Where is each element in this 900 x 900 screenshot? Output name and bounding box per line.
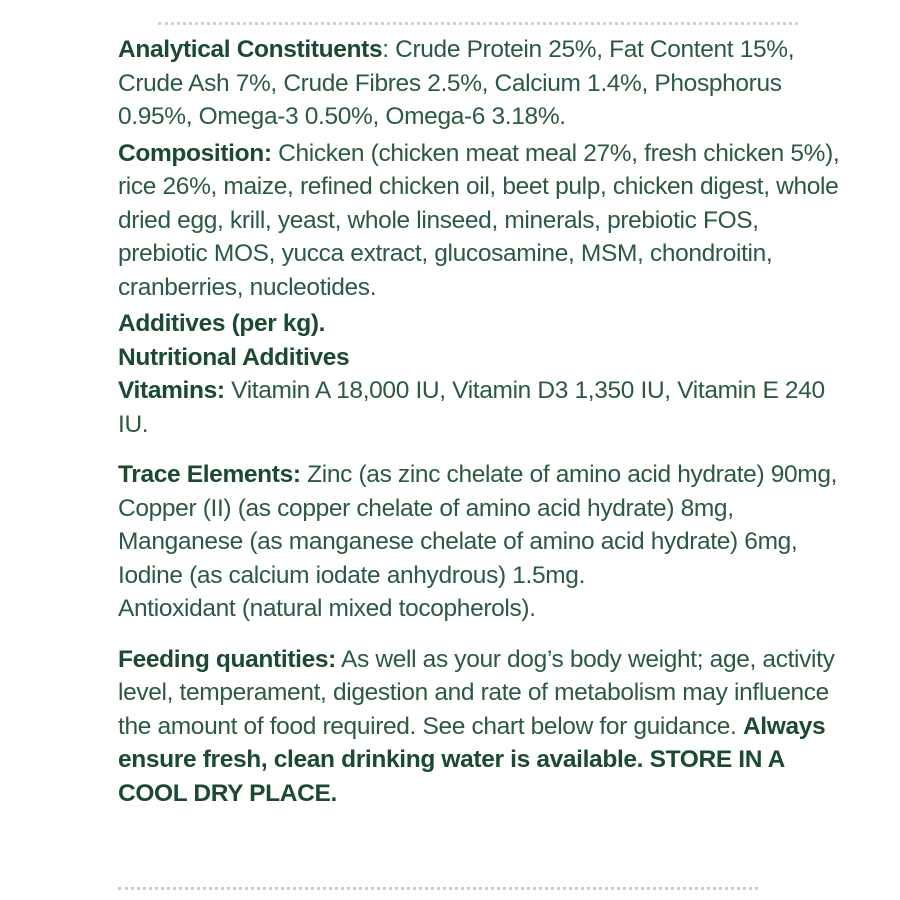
trace-elements-heading: Trace Elements:: [118, 461, 301, 488]
cropped-text-top: [158, 22, 798, 33]
trace-elements-text: Zinc (as zinc chelate of amino acid hydrate) 90mg, Copper (II) (as copper chelate of amino acid hydrate) 8mg, Manganese (as manganese chelate of amino acid hydrate) 6mg, Iodine (as calcium iodate anhydrous) 1.5mg.: [118, 461, 838, 589]
feeding-quantities-heading: Feeding quantities:: [118, 645, 336, 673]
additives-heading: Additives (per kg).: [118, 310, 326, 337]
feeding-quantities-paragraph: [118, 643, 840, 811]
analytical-constituents-paragraph: [118, 33, 840, 134]
composition-paragraph: [118, 137, 840, 305]
vitamins-text: Vitamin A 18,000 IU, Vitamin D3 1,350 IU, Vitamin E 240 IU.: [118, 377, 825, 438]
analytical-constituents-heading: Analytical Constituents: [118, 36, 383, 63]
vitamins-heading: Vitamins:: [118, 377, 225, 404]
storage-instructions: Always ensure fresh, clean drinking water is available. STORE IN A COOL DRY PLACE.: [118, 712, 826, 807]
antioxidant-line: Antioxidant (natural mixed tocopherols).: [118, 595, 536, 622]
composition-heading: Composition:: [118, 139, 272, 167]
analytical-constituents-text: : Crude Protein 25%, Fat Content 15%, Crude Ash 7%, Crude Fibres 2.5%, Calcium 1.4%, Phosphorus 0.95%, Omega-3 0.50%, Omega-6 3.18%.: [118, 36, 795, 130]
vitamins-paragraph: [118, 374, 840, 441]
trace-elements-paragraph: [118, 458, 840, 592]
nutritional-additives-heading: Nutritional Additives: [118, 343, 350, 371]
composition-text: Chicken (chicken meat meal 27%, fresh chicken 5%), rice 26%, maize, refined chicken oil, beet pulp, chicken digest, whole dried egg, krill, yeast, whole linseed, minerals, prebiotic FOS, prebiotic MOS, yucca extract, glucosamine, MSM, chondroitin, cranberries, nucleotides.: [118, 139, 840, 301]
cropped-text-bottom: [118, 881, 758, 890]
feeding-quantities-text: As well as your dog’s body weight; age, activity level, temperament, digestion and rate of metabolism may influence the amount of food required. See chart below for guidance.: [118, 645, 835, 740]
